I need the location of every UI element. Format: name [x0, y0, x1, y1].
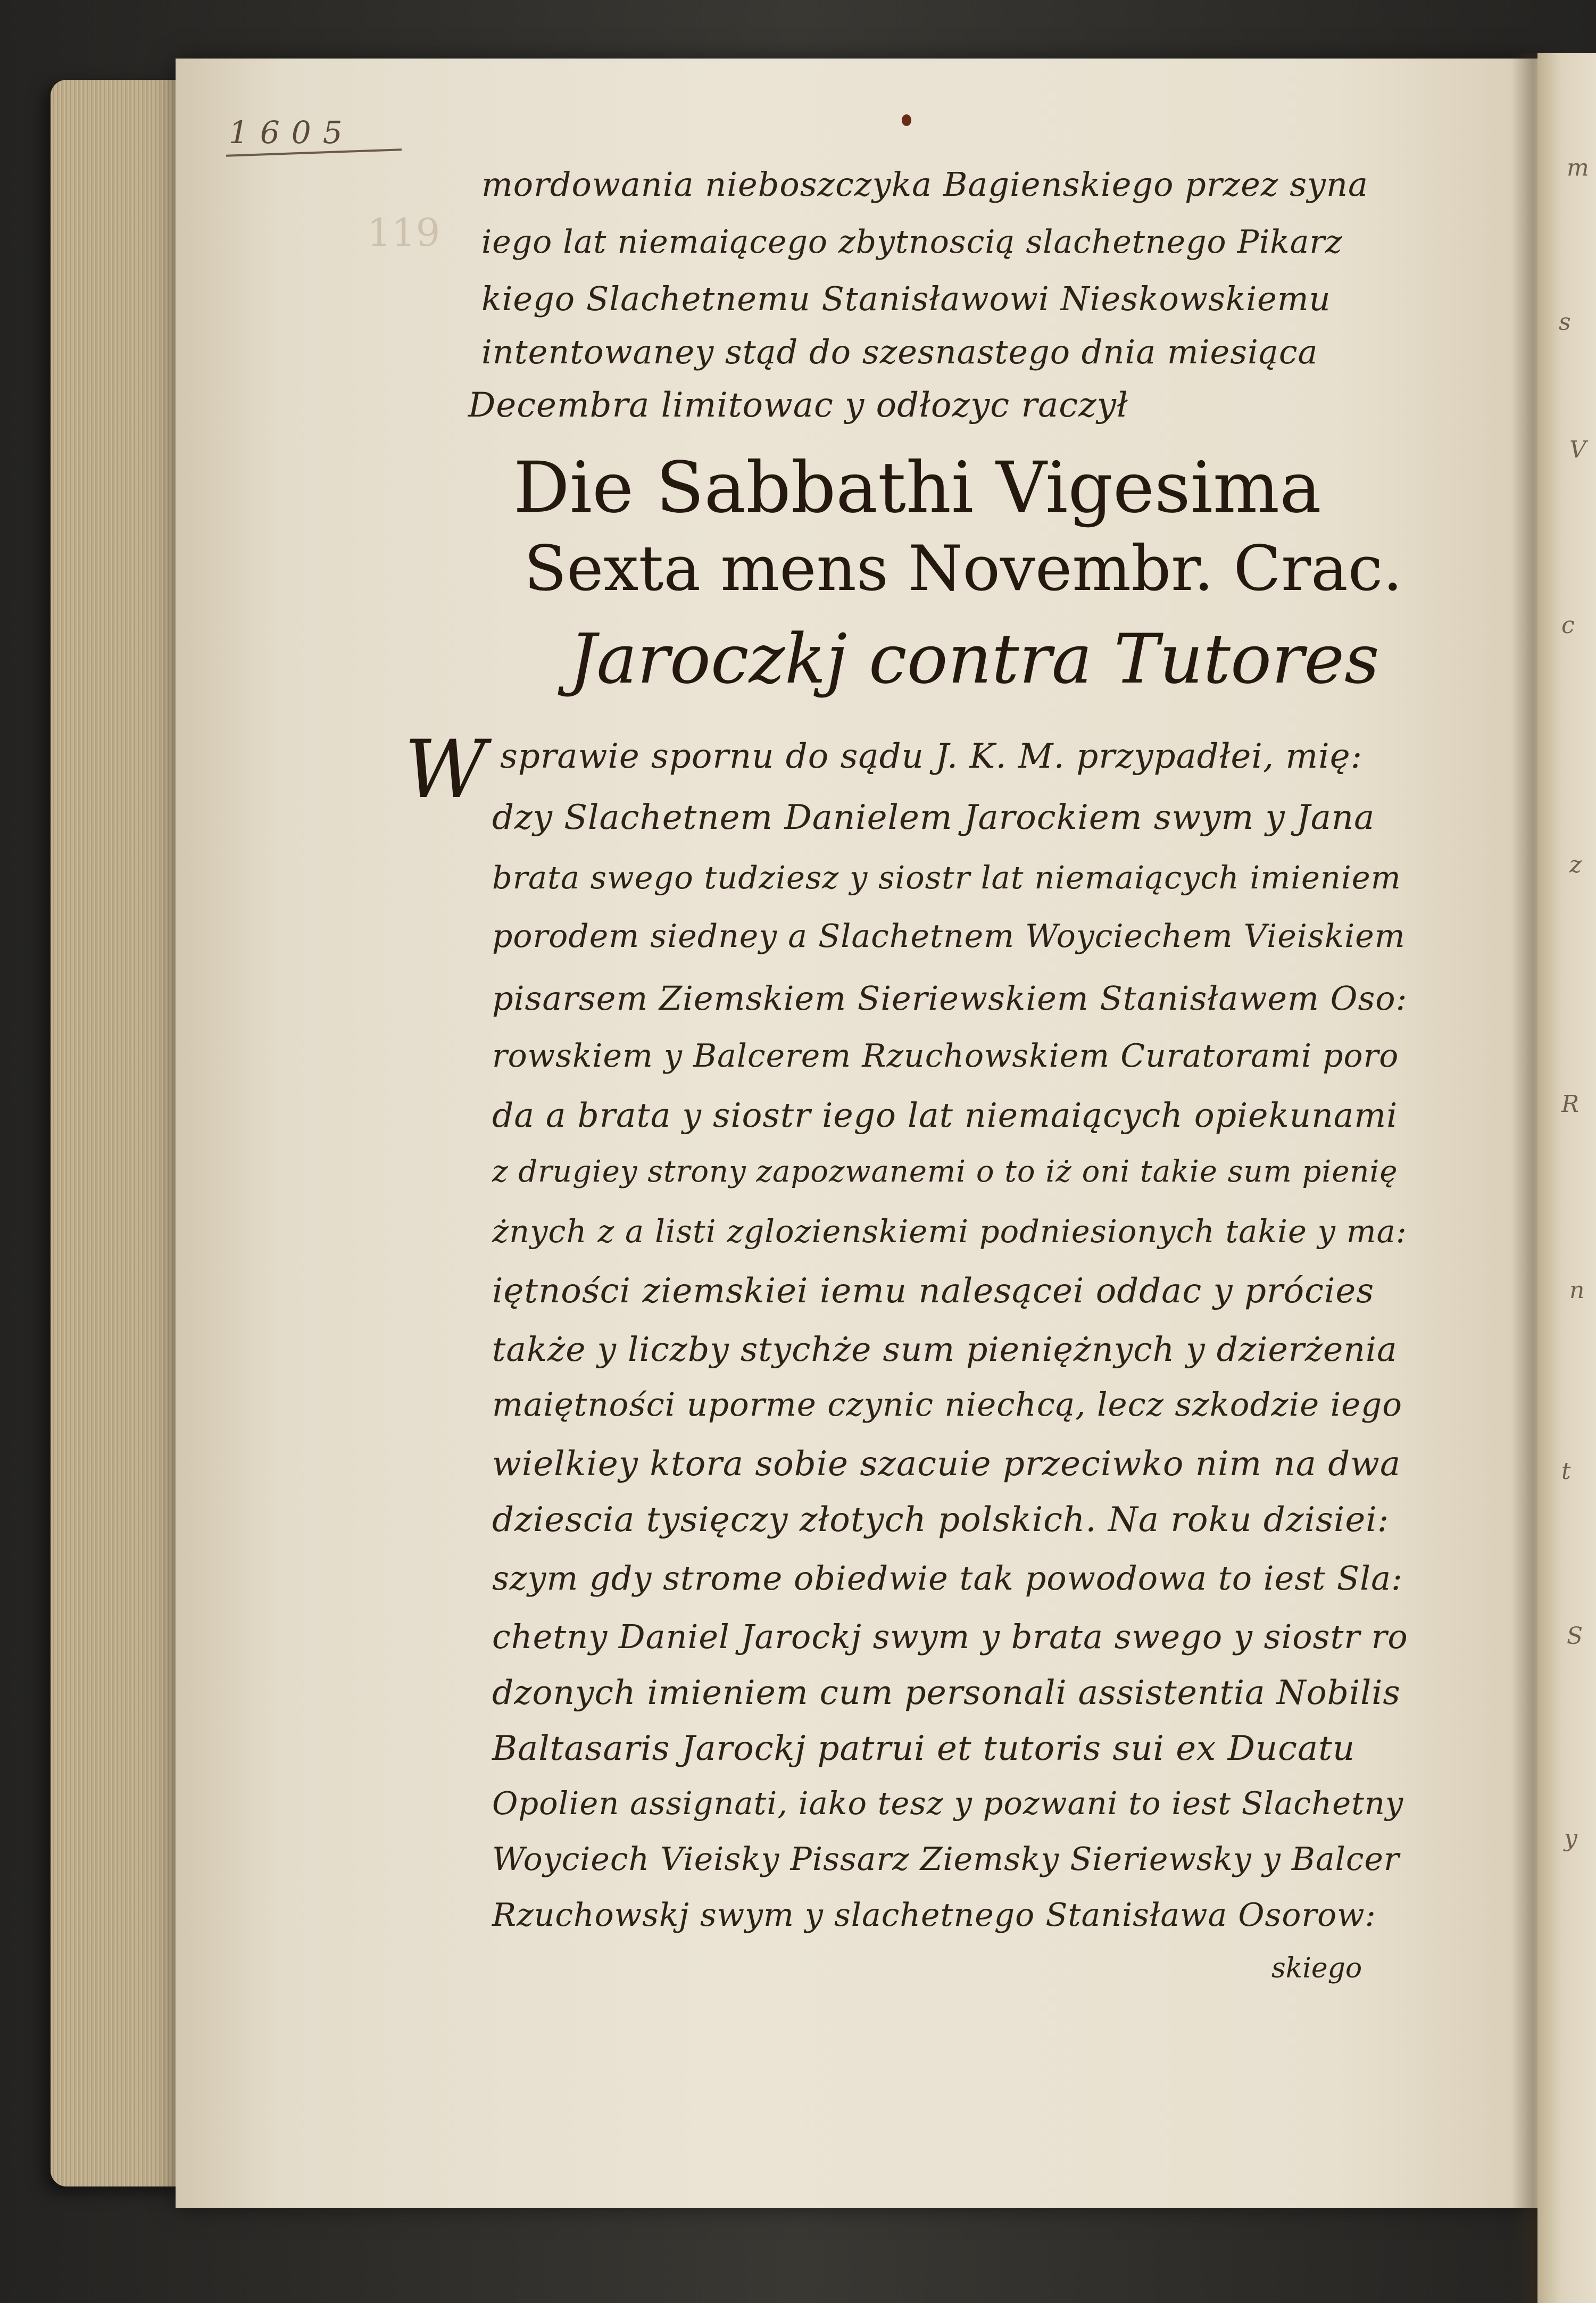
bleed-through-folio: 119: [367, 210, 440, 255]
catchword: skiego: [1271, 1952, 1362, 1984]
text-line: chetny Daniel Jarockj swym y brata swego y siostr ro: [492, 1617, 1408, 1656]
text-line: Baltasaris Jarockj patrui et tutoris sui ex Ducatu: [492, 1729, 1356, 1768]
text-line: dzy Slachetnem Danielem Jarockiem swym y Jana: [492, 798, 1375, 837]
text-line: także y liczby stychże sum pieniężnych y dzierżenia: [492, 1330, 1398, 1369]
adjacent-page-letter: t: [1561, 1458, 1571, 1485]
text-line: mordowania nieboszczyka Bagienskiego przez syna: [481, 165, 1368, 204]
folio-number: 1605: [229, 114, 354, 151]
text-line: Decembra limitowac y odłozyc raczył: [468, 386, 1128, 425]
text-line: Woyciech Vieisky Pissarz Ziemsky Sieriewsky y Balcer: [492, 1841, 1400, 1878]
text-line: maiętności uporme czynic niechcą, lecz szkodzie iego: [492, 1386, 1403, 1424]
adjacent-page-letter: y: [1564, 1825, 1577, 1852]
adjacent-page-letter: z: [1569, 851, 1582, 878]
text-line: sprawie spornu do sądu J. K. M. przypadłei, mię:: [500, 737, 1363, 776]
text-line: pisarsem Ziemskiem Sieriewskiem Stanisławem Oso:: [492, 979, 1408, 1018]
text-line: wielkiey ktora sobie szacuie przeciwko nim na dwa: [492, 1444, 1401, 1484]
text-line: żnych z a listi zglozienskiemi podniesionych takie y ma:: [492, 1213, 1407, 1250]
page-stack-edges: [51, 80, 184, 2186]
adjacent-page-strip: [1537, 53, 1596, 2303]
adjacent-page-letter: V: [1569, 436, 1586, 463]
entry-heading-month: Sexta mens Novembr. Crac.: [524, 532, 1403, 605]
ink-blot: [902, 114, 911, 126]
text-line: iętności ziemskiei iemu nalesącei oddac y prócies: [492, 1271, 1375, 1311]
text-line: rowskiem y Balcerem Rzuchowskiem Curatorami poro: [492, 1037, 1399, 1075]
adjacent-page-letter: n: [1569, 1277, 1585, 1304]
text-line: brata swego tudziesz y siostr lat niemaiących imieniem: [492, 859, 1401, 896]
text-line: da a brata y siostr iego lat niemaiących opiekunami: [492, 1096, 1398, 1135]
text-line: szym gdy strome obiedwie tak powodowa to iest Sla:: [492, 1559, 1403, 1598]
text-line: dziescia tysięczy złotych polskich. Na roku dzisiei:: [492, 1500, 1390, 1540]
drop-cap: W: [404, 724, 487, 816]
adjacent-page-letter: s: [1559, 309, 1571, 336]
adjacent-page-letter: c: [1561, 612, 1575, 639]
entry-heading-parties: Jaroczkj contra Tutores: [569, 620, 1379, 699]
text-line: porodem siedney a Slachetnem Woyciechem Vieiskiem: [492, 918, 1406, 955]
text-line: kiego Slachetnemu Stanisławowi Nieskowskiemu: [481, 279, 1331, 318]
adjacent-page-letter: R: [1561, 1091, 1580, 1118]
text-line: intentowaney stąd do szesnastego dnia miesiąca: [481, 332, 1318, 371]
entry-heading-date: Die Sabbathi Vigesima: [513, 447, 1321, 529]
adjacent-page-letter: S: [1567, 1623, 1583, 1650]
text-line: z drugiey strony zapozwanemi o to iż oni takie sum pienię: [492, 1154, 1398, 1189]
text-line: Rzuchowskj swym y slachetnego Stanisława Osorow:: [492, 1897, 1376, 1934]
adjacent-page-letter: m: [1567, 154, 1589, 181]
text-line: iego lat niemaiącego zbytnoscią slachetnego Pikarz: [481, 223, 1343, 261]
text-line: Opolien assignati, iako tesz y pozwani to iest Slachetny: [492, 1785, 1404, 1822]
text-line: dzonych imieniem cum personali assistentia Nobilis: [492, 1673, 1401, 1712]
